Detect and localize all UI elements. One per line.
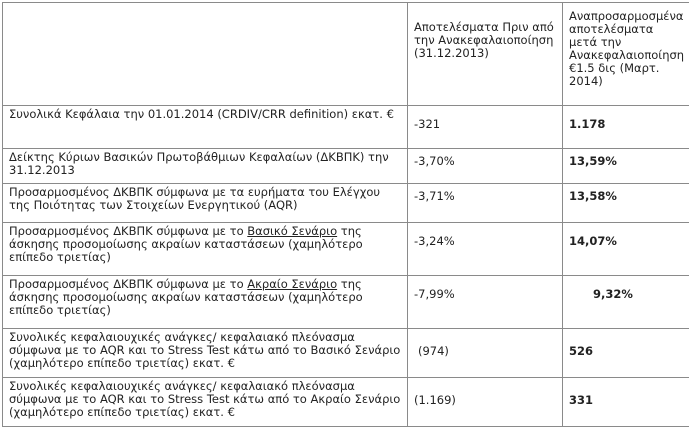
- header-after-cell: [563, 3, 689, 106]
- row-after-value: 14,07%: [569, 234, 617, 248]
- row-label: Δείκτης Κύριων Βασικών Πρωτοβάθμιων Κεφαλαίων (ΔΚΒΠΚ) την 31.12.2013: [9, 150, 389, 177]
- row-label-cell: [3, 378, 408, 427]
- row-label-cell: [3, 184, 408, 223]
- row-before-value: -3,24%: [414, 234, 455, 248]
- row-before-cell: [408, 276, 563, 329]
- header-before-label: Αποτελέσματα Πριν από την Ανακεφαλαιοποίηση (31.12.2013): [414, 20, 554, 60]
- table-row: [3, 106, 689, 149]
- row-after-cell: [563, 276, 689, 329]
- row-before-cell: [408, 149, 563, 184]
- row-label-cell: [3, 276, 408, 329]
- table-row: [3, 223, 689, 276]
- row-label: Συνολικές κεφαλαιουχικές ανάγκες/ κεφαλαιακό πλεόνασμα σύμφωνα με το AQR και το Stress Test κάτω από το Βασικό Σενάριο (χαμηλότερο επίπεδο τριετίας) εκατ. €: [9, 330, 401, 370]
- adverse-scenario-text: Ακραίο Σενάριο: [247, 277, 338, 291]
- row-label: Συνολικά Κεφάλαια την 01.01.2014 (CRDIV/CRR definition) εκατ. €: [9, 107, 394, 121]
- row-before-value: -3,70%: [414, 154, 455, 168]
- row-before-cell: [408, 106, 563, 149]
- row-label-suffix: της άσκησης προσομοίωσης ακραίων καταστάσεων (χαμηλότερο επίπεδο τριετίας): [9, 277, 363, 317]
- row-before-value: (1.169): [414, 393, 456, 407]
- row-label-prefix: Προσαρμοσμένος ΔΚΒΠΚ σύμφωνα με το: [9, 277, 248, 291]
- row-label: Προσαρμοσμένος ΔΚΒΠΚ σύμφωνα με τα ευρήματα του Ελέγχου της Ποιότητας των Στοιχείων Ενεργητικού (AQR): [9, 185, 381, 212]
- row-before-cell: [408, 329, 563, 378]
- header-after-label: Αναπροσαρμοσμένα αποτελέσματα μετά την Ανακεφαλαιοποίηση €1.5 δις (Μαρτ. 2014): [569, 9, 685, 88]
- row-after-cell: [563, 378, 689, 427]
- row-before-value: -7,99%: [414, 287, 455, 301]
- table-row: [3, 149, 689, 184]
- row-after-cell: [563, 223, 689, 276]
- table-row: [3, 378, 689, 427]
- row-label-prefix: Προσαρμοσμένος ΔΚΒΠΚ σύμφωνα με το: [9, 224, 248, 238]
- baseline-scenario-text: Βασικό Σενάριο: [247, 224, 338, 238]
- row-before-cell: [408, 184, 563, 223]
- row-after-value: 526: [569, 344, 594, 358]
- row-after-value: 13,58%: [569, 189, 617, 203]
- row-after-value: 9,32%: [593, 287, 633, 301]
- row-label-cell: [3, 106, 408, 149]
- row-label-cell: [3, 223, 408, 276]
- row-after-value: 331: [569, 393, 594, 407]
- table-row: [3, 276, 689, 329]
- row-after-cell: [563, 184, 689, 223]
- row-before-value: (974): [418, 344, 449, 358]
- row-after-value: 13,59%: [569, 154, 617, 168]
- header-empty-cell: [3, 3, 408, 106]
- row-after-cell: [563, 149, 689, 184]
- table-row: [3, 184, 689, 223]
- header-before-cell: [408, 3, 563, 106]
- row-before-value: -3,71%: [414, 189, 455, 203]
- row-after-cell: [563, 329, 689, 378]
- row-label: Συνολικές κεφαλαιουχικές ανάγκες/ κεφαλαιακό πλεόνασμα σύμφωνα με το AQR και το Stress Test κάτω από το Ακραίο Σενάριο (χαμηλότερο επίπεδο τριετίας) εκατ. €: [9, 379, 401, 419]
- row-label-cell: [3, 149, 408, 184]
- row-after-cell: [563, 106, 689, 149]
- results-table: [2, 2, 689, 427]
- row-before-cell: [408, 378, 563, 427]
- row-label-cell: [3, 329, 408, 378]
- table-row: [3, 329, 689, 378]
- row-after-value: 1.178: [569, 117, 606, 131]
- header-row: [3, 3, 689, 106]
- row-before-value: -321: [414, 117, 441, 131]
- row-label-suffix: της άσκησης προσομοίωσης ακραίων καταστάσεων (χαμηλότερο επίπεδο τριετίας): [9, 224, 363, 264]
- row-before-cell: [408, 223, 563, 276]
